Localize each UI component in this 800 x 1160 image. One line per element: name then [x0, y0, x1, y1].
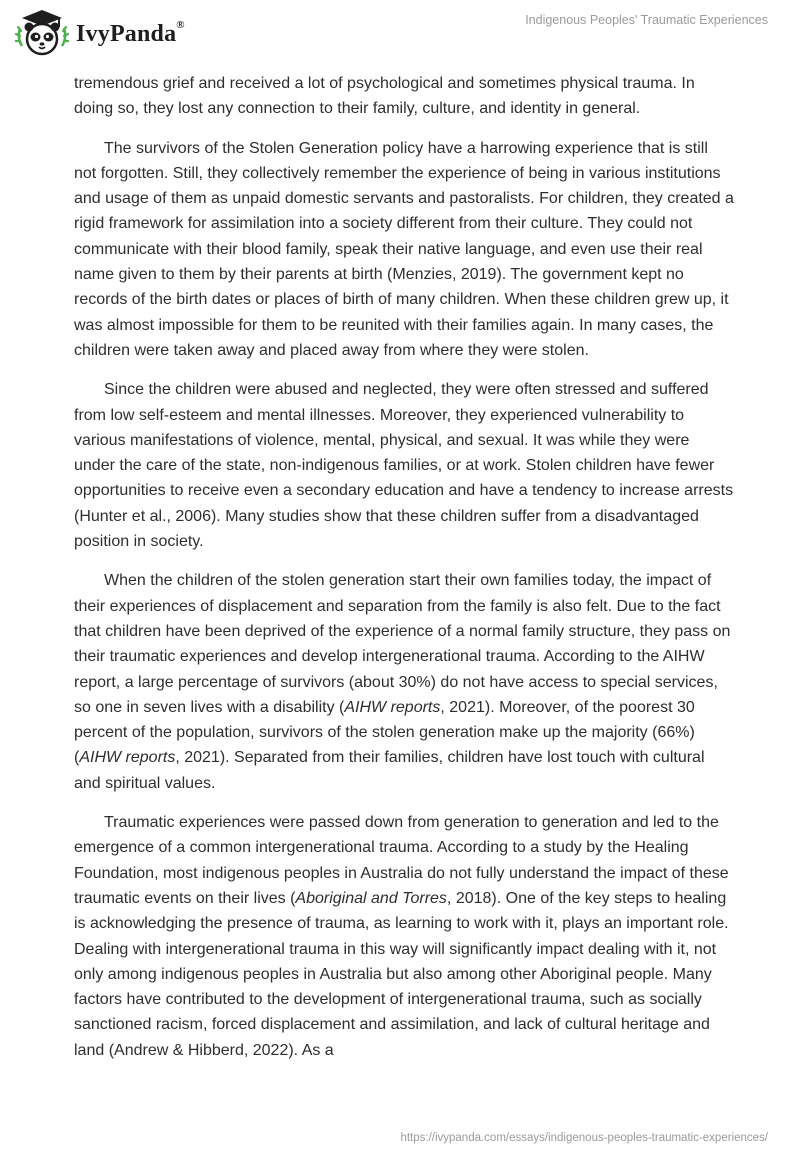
essay-paragraph	[74, 568, 734, 796]
document-title: Indigenous Peoples' Traumatic Experiences	[525, 13, 768, 27]
paragraph-text: , 2021). Separated from their families, children have lost touch with cultural and spiritual values.	[74, 749, 705, 792]
panda-graduate-icon	[14, 6, 70, 62]
paragraph-text: Since the children were abused and neglected, they were often stressed and suffered from low self-esteem and mental illnesses. Moreover, they experienced vulnerability to various manifestations of violence, mental, physical, and sexual. It was while they were under the care of the state, non-indigenous families, or at work. Stolen children have fewer opportunities to receive even a secondary education and have a tendency to increase arrests (Hunter et al., 2006). Many studies show that these children suffer from a disadvantaged position in society.	[74, 381, 734, 551]
citation-italic: Aboriginal and Torres	[295, 889, 447, 907]
essay-body	[74, 71, 734, 1077]
essay-paragraph	[74, 136, 734, 364]
essay-paragraph	[74, 377, 734, 554]
brand-name: IvyPanda®	[76, 18, 185, 47]
essay-paragraph	[74, 810, 734, 1063]
source-url[interactable]: https://ivypanda.com/essays/indigenous-peoples-traumatic-experiences/	[400, 1132, 768, 1144]
paragraph-text: Traumatic experiences were passed down from generation to generation and led to the emergence of a common intergenerational trauma. According to a study by the Healing Foundation, most indigenous peoples in Australia do not fully understand the impact of these traumatic events on their lives (	[74, 814, 729, 907]
citation-italic: AIHW reports	[344, 698, 441, 716]
page-header	[0, 0, 800, 70]
ivypanda-logo[interactable]	[14, 6, 185, 62]
paragraph-text: When the children of the stolen generation start their own families today, the impact of their experiences of displacement and separation from the family is also felt. Due to the fact that children have been deprived of the experience of a normal family structure, they pass on their traumatic experiences and develop intergenerational trauma. According to the AIHW report, a large percentage of survivors (about 30%) do not have access to special services, so one in seven lives with a disability (	[74, 572, 731, 716]
paragraph-text: , 2021). Moreover, of the poorest 30 percent of the population, survivors of the stolen generation make up the majority (66%) (	[74, 698, 695, 767]
essay-paragraph	[74, 71, 734, 122]
paragraph-text: The survivors of the Stolen Generation policy have a harrowing experience that is still not forgotten. Still, they collectively remember the experience of being in various institutions and usage of them as unpaid domestic servants and pastoralists. For children, they created a rigid framework for assimilation into a society different from their culture. They could not communicate with their blood family, speak their native language, and even use their real name given to them by their parents at birth (Menzies, 2019). The government kept no records of the birth dates or places of birth of many children. When these children grew up, it was almost impossible for them to be reunited with their families again. In many cases, the children were taken away and placed away from where they were stolen.	[74, 139, 734, 359]
paragraph-text: tremendous grief and received a lot of psychological and sometimes physical trauma. In doing so, they lost any connection to their family, culture, and identity in general.	[74, 75, 695, 118]
paragraph-text: , 2018). One of the key steps to healing is acknowledging the presence of trauma, as learning to work with it, plays an important role. Dealing with intergenerational trauma in this way will significantly impact dealing with it, not only among indigenous peoples in Australia but also among other Aboriginal people. Many factors have contributed to the development of intergenerational trauma, such as socially sanctioned racism, forced displacement and assimilation, and lack of cultural heritage and land (Andrew & Hibberd, 2022). As a	[74, 889, 729, 1059]
citation-italic: AIHW reports	[79, 749, 176, 767]
